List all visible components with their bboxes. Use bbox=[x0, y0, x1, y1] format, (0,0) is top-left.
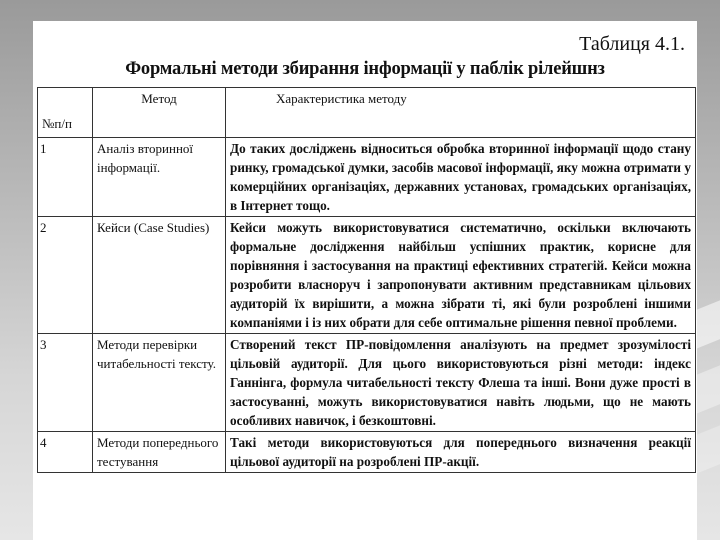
row-num: 4 bbox=[38, 432, 93, 473]
document-page bbox=[33, 21, 697, 540]
row-num: 2 bbox=[38, 217, 93, 334]
row-description: Кейси можуть використовуватися систематично, оскільки включають формальне дослідження найбільш успішних практик, корисне для порівняння і застосування на практиці ефективних стратегій. Кейси можна розробити власноруч і запропонувати активним представникам цільових аудиторій їх вирішити, а можна зібрати ті, які були розроблені іншими компаніями і із них обрати для себе оптимальне рішення певної проблеми. bbox=[226, 217, 696, 334]
row-num: 3 bbox=[38, 334, 93, 432]
row-method: Методи попереднього тестування bbox=[93, 432, 226, 473]
row-method: Методи перевірки читабельності тексту. bbox=[93, 334, 226, 432]
header-num bbox=[38, 88, 93, 138]
row-description: До таких досліджень відноситься обробка вторинної інформації щодо стану ринку, громадської думки, засобів масової інформації, яку можна отримати у комерційних організаціях, державних установах, громадських організаціях, в Інтернет тощо. bbox=[226, 138, 696, 217]
table-header-row bbox=[38, 88, 696, 138]
table-row bbox=[38, 138, 696, 217]
header-method-label: Метод bbox=[141, 91, 177, 106]
row-description: Створений текст ПР-повідомлення аналізують на предмет зрозумілості цільовій аудиторії. Для цього використовуються різні методи: індекс Ганнінга, формула читабельності тексту Флеша та інші. Вони дуже прості в застосуванні, можуть використовуватися навіть людьми, що не мають особливих навичок, і безкоштовні. bbox=[226, 334, 696, 432]
header-characteristic-label: Характеристика методу bbox=[276, 91, 407, 106]
table-caption: Таблиця 4.1. bbox=[579, 33, 685, 55]
header-characteristic bbox=[226, 88, 696, 138]
header-method bbox=[93, 88, 226, 138]
table-row bbox=[38, 432, 696, 473]
row-num: 1 bbox=[38, 138, 93, 217]
page-title: Формальні методи збирання інформації у паблік рілейшнз bbox=[125, 59, 605, 79]
table-row bbox=[38, 217, 696, 334]
table-row bbox=[38, 334, 696, 432]
row-method: Аналіз вторинної інформації. bbox=[93, 138, 226, 217]
row-method: Кейси (Case Studies) bbox=[93, 217, 226, 334]
header-num-label: №п/п bbox=[42, 116, 72, 131]
row-description: Такі методи використовуються для попереднього визначення реакції цільової аудиторії на розроблені ПР-акції. bbox=[226, 432, 696, 473]
methods-table bbox=[37, 87, 696, 473]
